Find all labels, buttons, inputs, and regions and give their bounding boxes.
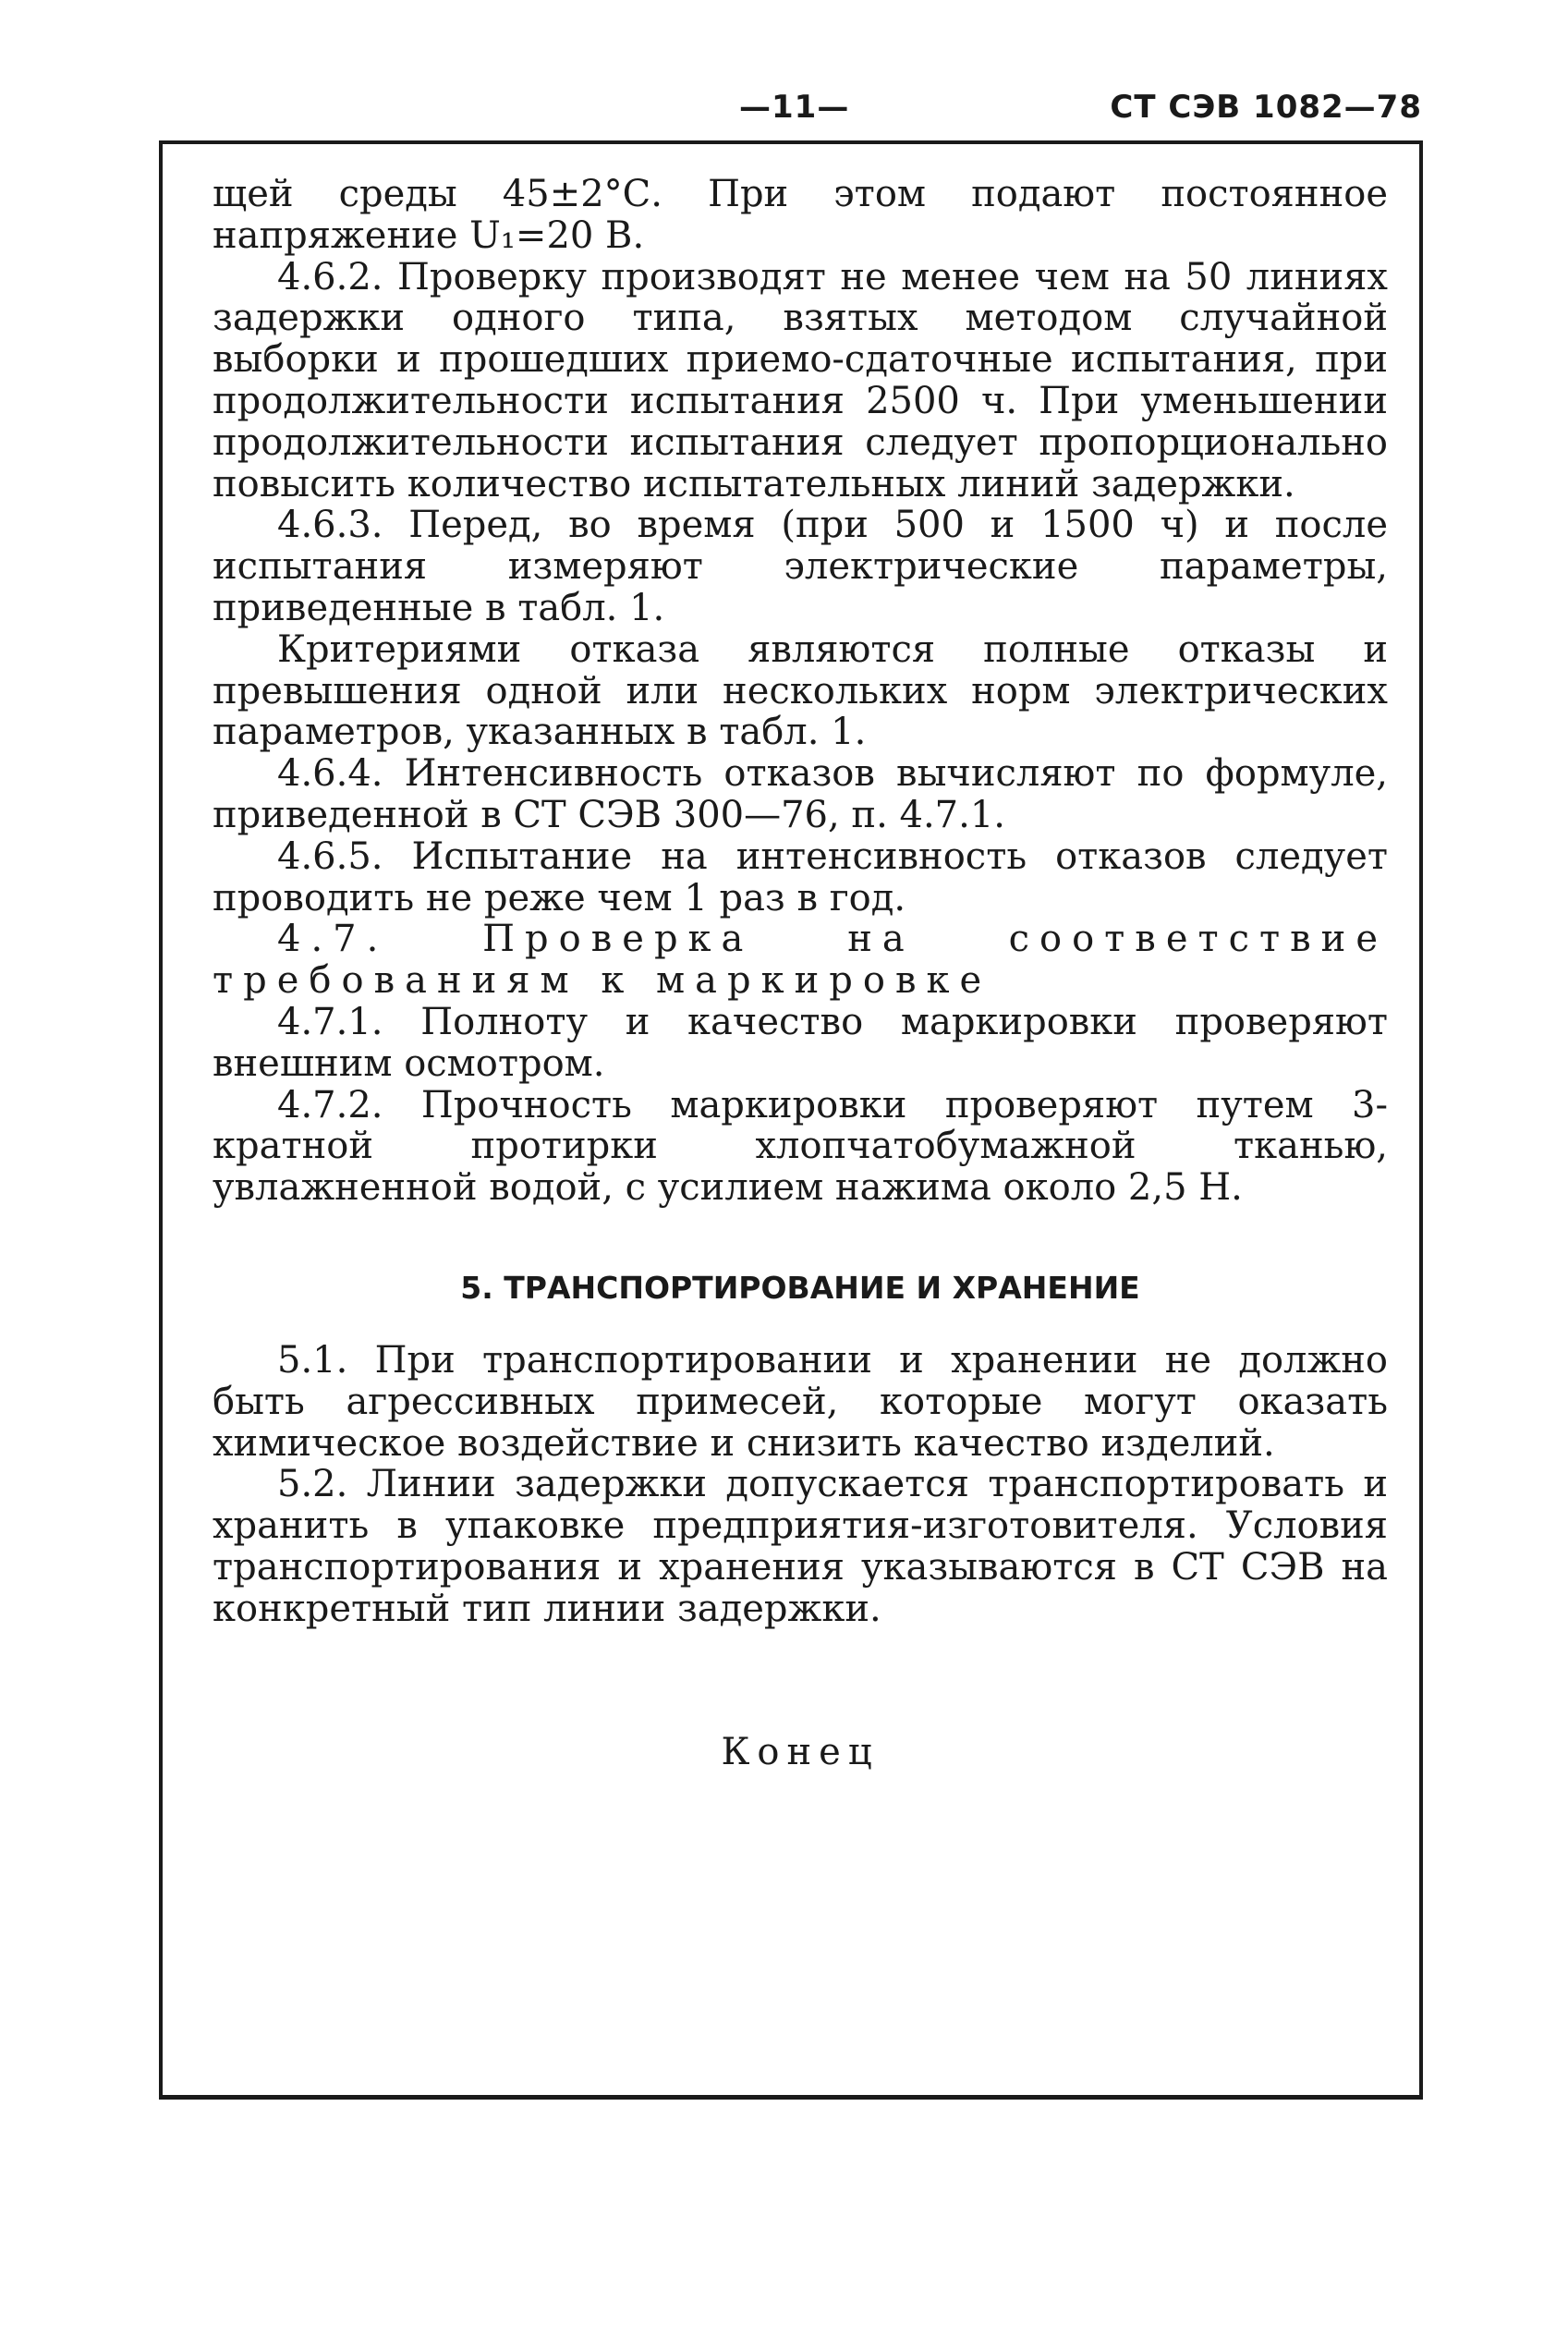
page-header — [0, 89, 1568, 135]
paragraph-4-6-2: 4.6.2. Проверку производят не менее чем на 50 линиях задержки одного типа, взятых методом случайной выборки и прошедших приемо-сдаточные испытания, при продолжительности испытания 2500 ч. При уменьшении продолжительности испытания следует пропорционально повысить количество испытательных линий задержки. — [213, 255, 1388, 505]
paragraph-4-6-3: 4.6.3. Перед, во время (при 500 и 1500 ч) и после испытания измеряют электрические параметры, приведенные в табл. 1. — [213, 504, 1388, 629]
paragraph-4-6-5: 4.6.5. Испытание на интенсивность отказов следует проводить не реже чем 1 раз в год. — [213, 834, 1388, 919]
standard-code: СТ СЭВ 1082—78 — [1110, 89, 1422, 126]
paragraph-5-1: 5.1. При транспортировании и хранении не должно быть агрессивных примесей, которые могут оказать химическое воздействие и снизить качество изделий. — [213, 1338, 1388, 1465]
paragraph-continuation: щей среды 45±2°С. При этом подают постоянное напряжение U₁=20 В. — [213, 173, 1388, 257]
paragraph-4-6-4: 4.6.4. Интенсивность отказов вычисляют по формуле, приведенной в СТ СЭВ 300—76, п. 4.7.1. — [213, 752, 1388, 836]
paragraph-4-7-2: 4.7.2. Прочность маркировки проверяют путем 3-кратной протирки хлопчатобумажной тканью, увлажненной водой, с усилием нажима около 2,5 Н. — [213, 1083, 1388, 1210]
document-body — [213, 174, 1388, 1772]
paragraph-5-2: 5.2. Линии задержки допускается транспортировать и хранить в упаковке предприятия-изготовителя. Условия транспортирования и хранения указываются в СТ СЭВ на конкретный тип линии задержки. — [213, 1463, 1388, 1630]
section-heading: 5. ТРАНСПОРТИРОВАНИЕ И ХРАНЕНИЕ — [460, 1269, 1140, 1306]
paragraph-failure-criteria: Критериями отказа являются полные отказы и превышения одной или нескольких норм электрических параметров, указанных в табл. 1. — [213, 627, 1388, 754]
end-mark: Конец — [721, 1730, 880, 1773]
subsection-heading-4-7: 4.7. Проверка на соответствие требованиям к маркировке — [213, 918, 1388, 1003]
paragraph-4-7-1: 4.7.1. Полноту и качество маркировки проверяют внешним осмотром. — [213, 1000, 1388, 1085]
page-number: —11— — [739, 89, 850, 126]
